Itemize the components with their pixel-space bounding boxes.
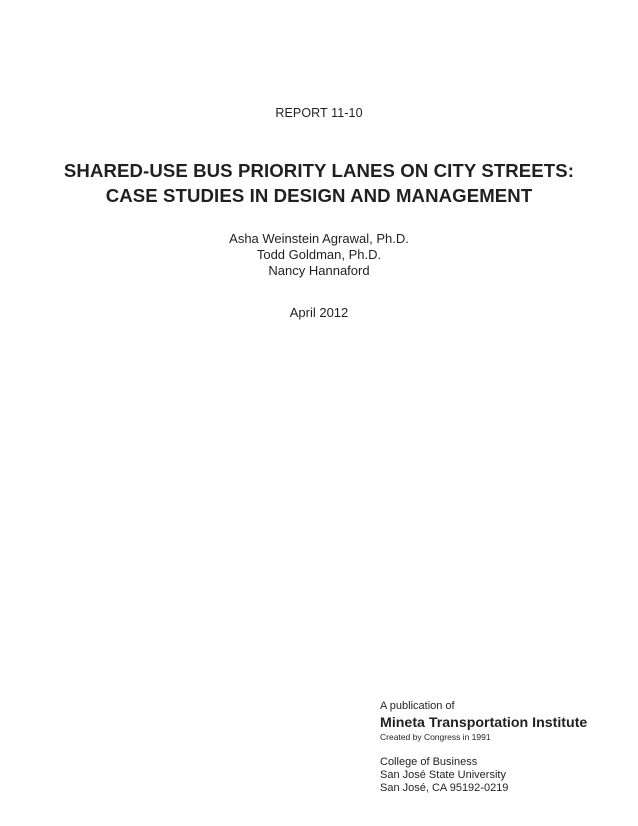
report-number: REPORT 11-10: [275, 106, 363, 120]
author-name: Todd Goldman, Ph.D.: [256, 247, 382, 262]
author-list: [0, 231, 638, 279]
publication-date: April 2012: [289, 305, 349, 320]
author-name: Asha Weinstein Agrawal, Ph.D.: [229, 231, 409, 246]
report-title: [0, 158, 638, 208]
report-title-line-1: SHARED-USE BUS PRIORITY LANES ON CITY STREETS:: [63, 160, 575, 181]
report-title-line-2: CASE STUDIES IN DESIGN AND MANAGEMENT: [105, 185, 533, 206]
publisher-block: [380, 699, 620, 795]
publisher-lead-text: A publication of: [380, 700, 455, 712]
address-line: College of Business: [380, 756, 478, 768]
publisher-address: [380, 756, 620, 795]
author-name: Nancy Hannaford: [268, 263, 370, 278]
address-line: San José State University: [380, 769, 506, 781]
publisher-name: Mineta Transportation Institute: [380, 715, 588, 731]
publisher-subtitle: Created by Congress in 1991: [380, 732, 491, 742]
address-line: San José, CA 95192-0219: [380, 782, 509, 794]
